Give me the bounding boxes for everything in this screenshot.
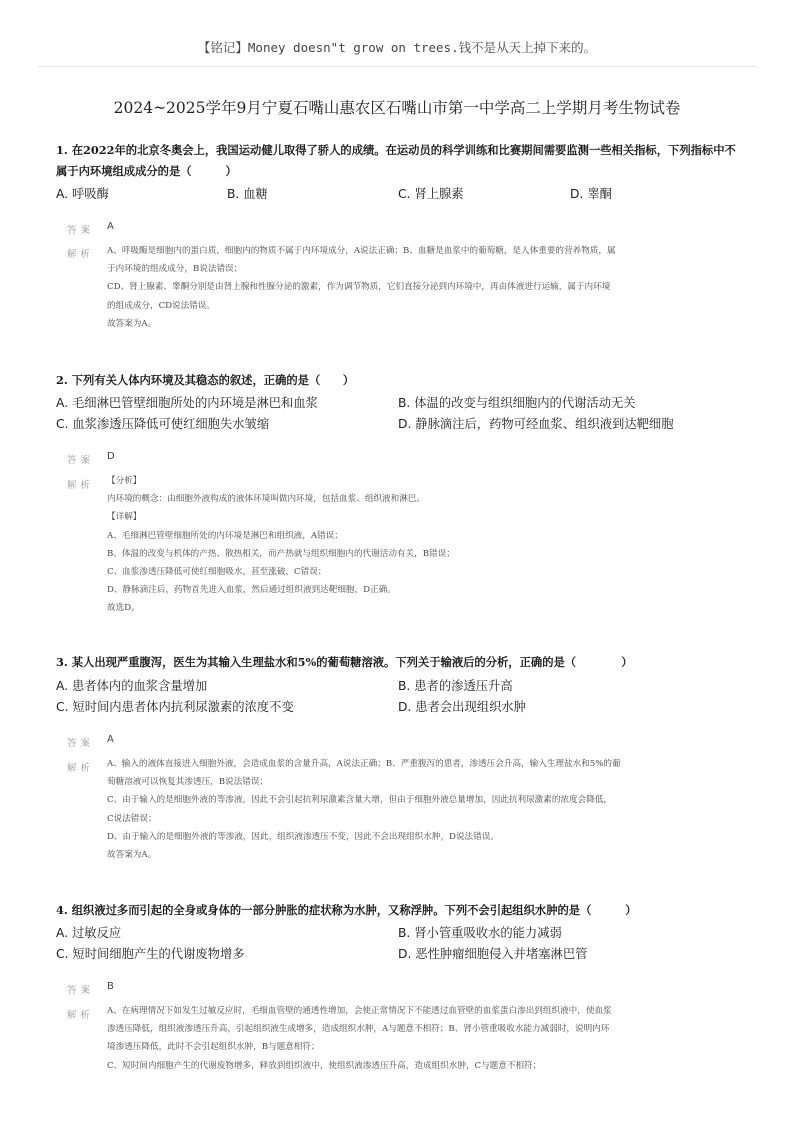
- question-3-analysis-label: 解析: [67, 763, 95, 774]
- explanation-line: 内环境的概念：由细胞外液构成的液体环境叫做内环境，包括血浆、组织液和淋巴。: [107, 494, 425, 505]
- question-3-option-c[interactable]: C. 短时间内患者体内抗利尿激素的浓度不变: [56, 700, 294, 714]
- motto-banner: 【铭记】Money doesn"t grow on trees.钱不是从天上掉下来的。: [197, 40, 597, 55]
- question-1-answer: A: [107, 221, 114, 232]
- question-1-option-c[interactable]: C. 肾上腺素: [398, 187, 464, 201]
- question-1-option-b[interactable]: B. 血糖: [227, 187, 268, 201]
- question-4-option-a[interactable]: A. 过敏反应: [56, 926, 122, 940]
- question-2-option-c[interactable]: C. 血浆渗透压降低可使红细胞失水皱缩: [56, 417, 270, 431]
- explanation-line: B、体温的改变与机体的产热、散热相关，而产热就与组织细胞内的代谢活动有关，B错误；: [107, 548, 455, 559]
- question-4-option-b[interactable]: B. 肾小管重吸收水的能力减弱: [398, 926, 562, 940]
- question-4-answer: B: [107, 981, 114, 992]
- question-1-answer-label: 答案: [67, 225, 95, 236]
- explanation-line: 【分析】: [107, 476, 142, 486]
- question-3-explanation: [107, 755, 721, 864]
- question-3-answer: A: [107, 734, 114, 745]
- explanation-line: 的组成成分，CD说法错误。: [107, 300, 215, 311]
- explanation-line: A、呼吸酶是细胞内的蛋白质，细胞内的物质不属于内环境成分，A说法正确；B、血糖是血浆中的葡萄糖，是人体重要的营养物质，属: [107, 246, 616, 256]
- explanation-line: C、血浆渗透压降低可使红细胞吸水，甚至涨破，C错误；: [107, 567, 327, 578]
- question-4-option-d[interactable]: D. 恶性肿瘤细胞侵入并堵塞淋巴管: [398, 947, 588, 961]
- explanation-line: 故选D。: [107, 603, 140, 614]
- explanation-line: 境渗透压降低，此时不会引起组织水肿，B与题意相符；: [107, 1042, 320, 1053]
- question-3-stem: 3. 某人出现严重腹泻，医生为其输入生理盐水和5%的葡萄糖溶液。下列关于输液后的分析，正确的是（ ）: [56, 655, 633, 669]
- question-4-answer-label: 答案: [67, 985, 95, 996]
- explanation-line: A、在病理情况下如发生过敏反应时，毛细血管壁的通透性增加，会使正常情况下不能透过血管壁的血浆蛋白渗出到组织液中，使血浆: [107, 1006, 612, 1016]
- question-1-option-d[interactable]: D. 睾酮: [570, 187, 612, 201]
- question-2-option-a[interactable]: A. 毛细淋巴管壁细胞所处的内环境是淋巴和血浆: [56, 396, 318, 410]
- explanation-line: C说法错误；: [107, 813, 157, 824]
- question-4-option-c[interactable]: C. 短时间细胞产生的代谢废物增多: [56, 947, 245, 961]
- question-1-explanation: [107, 242, 721, 333]
- explanation-line: D、由于输入的是细胞外液的等渗液，因此，组织液渗透压不变，因此不会出现组织水肿，D说法错误。: [107, 831, 499, 842]
- question-4-analysis-label: 解析: [67, 1010, 95, 1021]
- question-1-analysis-label: 解析: [67, 249, 95, 260]
- question-3-answer-label: 答案: [67, 738, 95, 749]
- explanation-line: 故答案为A。: [107, 850, 157, 861]
- question-2-option-b[interactable]: B. 体温的改变与组织细胞内的代谢活动无关: [398, 396, 636, 410]
- question-4-explanation: [107, 1002, 721, 1075]
- explanation-line: C、由于输入的是细胞外液的等渗液，因此不会引起抗利尿激素含量大增，但由于细胞外液总量增加，因此抗利尿激素的浓度会降低，: [107, 795, 613, 806]
- question-4-stem: 4. 组织液过多而引起的全身或身体的一部分肿胀的症状称为水肿，又称浮肿。下列不会引起组织水肿的是（ ）: [56, 903, 637, 917]
- explanation-line: A、输入的液体直接进入细胞外液，会造成血浆的含量升高，A说法正确；B、严重腹泻的患者，渗透压会升高，输入生理盐水和5%的葡: [107, 759, 621, 769]
- question-2-explanation: [107, 472, 721, 618]
- question-1-option-a[interactable]: A. 呼吸酶: [56, 187, 109, 201]
- question-2-stem: 2. 下列有关人体内环境及其稳态的叙述，正确的是（ ）: [56, 373, 355, 387]
- question-3-option-d[interactable]: D. 患者会出现组织水肿: [398, 700, 526, 714]
- explanation-line: 萄糖溶液可以恢复其渗透压，B说法错误；: [107, 777, 269, 788]
- question-3-option-a[interactable]: A. 患者体内的血浆含量增加: [56, 679, 208, 693]
- explanation-line: 于内环境的组成成分，B说法错误；: [107, 264, 243, 275]
- question-3-option-b[interactable]: B. 患者的渗透压升高: [398, 679, 513, 693]
- explanation-line: 渗透压降低，组织液渗透压升高，引起组织液生成增多，造成组织水肿，A与题意不相符；B、肾小管重吸收水能力减弱时，说明内环: [107, 1024, 610, 1035]
- page-title: 2024~2025学年9月宁夏石嘴山惠农区石嘴山市第一中学高二上学期月考生物试卷: [113, 99, 681, 117]
- explanation-line: CD、肾上腺素、睾酮分别是由肾上腺和性腺分泌的激素，作为调节物质，它们直接分泌到内环境中，再由体液进行运输，属于内环境: [107, 282, 611, 293]
- question-2-option-d[interactable]: D. 静脉滴注后，药物可经血浆、组织液到达靶细胞: [398, 417, 674, 431]
- question-2-answer: D: [107, 451, 115, 462]
- explanation-line: C、短时间内细胞产生的代谢废物增多，释放到组织液中，使组织液渗透压升高，造成组织水肿，C与题意不相符；: [107, 1060, 542, 1071]
- question-2-answer-label: 答案: [67, 455, 95, 466]
- header-divider: [38, 66, 756, 67]
- explanation-line: 【详解】: [107, 512, 142, 523]
- question-2-analysis-label: 解析: [67, 480, 95, 491]
- explanation-line: 故答案为A。: [107, 318, 157, 329]
- explanation-line: A、毛细淋巴管壁细胞所处的内环境是淋巴和组织液，A错误；: [107, 530, 343, 541]
- question-1-stem: 1. 在2022年的北京冬奥会上，我国运动健儿取得了骄人的成绩。在运动员的科学训练和比赛期间需要监测一些相关指标，下列指标中不属于内环境组成成分的是（ ）: [56, 143, 736, 178]
- explanation-line: D、静脉滴注后，药物首先进入血浆，然后通过组织液到达靶细胞，D正确。: [107, 585, 396, 596]
